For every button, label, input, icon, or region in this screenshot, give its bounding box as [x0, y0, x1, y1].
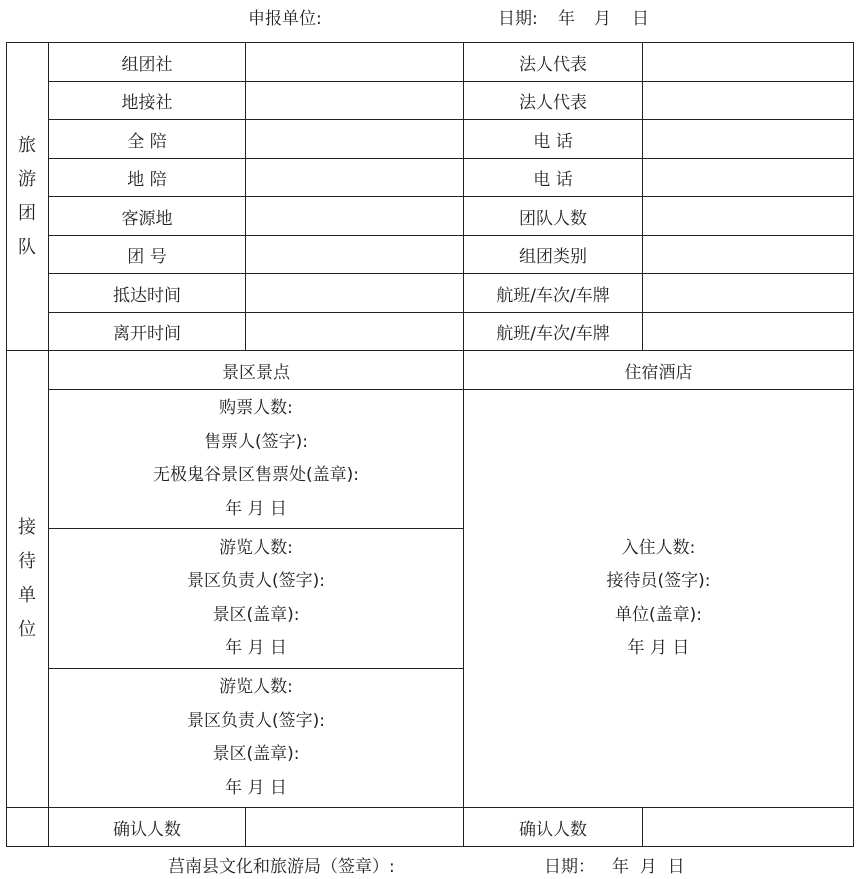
departure-time-field[interactable]: [246, 313, 463, 350]
legal-representative-label: 法人代表: [519, 54, 587, 75]
scenic-spots-header: 景区景点: [222, 362, 290, 383]
group-number-field[interactable]: [246, 236, 463, 273]
legal-representative-field[interactable]: [643, 43, 853, 81]
arrival-transport-label: 航班/车次/车牌: [496, 285, 610, 306]
confirm-count-field-left[interactable]: [246, 808, 463, 846]
authority-seal-label: 莒南县文化和旅游局（签章）:: [168, 857, 395, 877]
departure-time-label: 离开时间: [113, 324, 181, 344]
local-guide-field[interactable]: [246, 159, 463, 196]
arrival-transport-field[interactable]: [643, 274, 853, 312]
local-guide-phone-field[interactable]: [643, 159, 853, 196]
group-number-label: 团 号: [127, 247, 167, 267]
tourist-group-section-label: 旅 游 团 队: [18, 134, 36, 258]
national-guide-phone-label: 电 话: [533, 131, 573, 152]
origin-field[interactable]: [246, 197, 463, 235]
hotel-header: 住宿酒店: [624, 362, 693, 383]
reception-unit-section-label: 接 待 单 位: [18, 517, 36, 640]
departure-transport-label: 航班/车次/车牌: [496, 324, 610, 344]
footer-date-text: 年 月 日: [612, 857, 685, 877]
organizing-agency-label: 组团社: [121, 54, 173, 75]
hotel-checkin-block[interactable]: 入住人数: 接待员(签字): 单位(盖章): 年 月 日: [606, 537, 711, 658]
local-guide-label: 地 陪: [127, 170, 167, 190]
origin-label: 客源地: [121, 208, 173, 229]
confirm-count-label-right: 确认人数: [519, 819, 587, 840]
local-legal-representative-label: 法人代表: [519, 93, 587, 113]
local-agency-label: 地接社: [121, 93, 173, 113]
group-size-field[interactable]: [643, 197, 853, 235]
group-category-label: 组团类别: [519, 247, 587, 267]
national-guide-label: 全 陪: [127, 131, 167, 152]
footer-date-label: 日期：: [544, 857, 595, 877]
local-agency-field[interactable]: [246, 82, 463, 119]
ticket-purchase-block[interactable]: 购票人数: 售票人(签字): 无极鬼谷景区售票处(盖章): 年 月 日: [153, 398, 359, 519]
local-guide-phone-label: 电 话: [533, 170, 573, 190]
arrival-time-field[interactable]: [246, 274, 463, 312]
header-month: 月: [594, 9, 611, 29]
national-guide-phone-field[interactable]: [643, 120, 853, 158]
organizing-agency-field[interactable]: [246, 43, 463, 81]
arrival-time-label: 抵达时间: [113, 285, 181, 306]
confirm-count-field-right[interactable]: [643, 808, 853, 846]
national-guide-field[interactable]: [246, 120, 463, 158]
scenic-visit-block-2[interactable]: 游览人数: 景区负责人(签字): 景区(盖章): 年 月 日: [187, 677, 325, 798]
group-category-field[interactable]: [643, 236, 853, 273]
departure-transport-field[interactable]: [643, 313, 853, 350]
header-day: 日: [632, 9, 649, 29]
scenic-visit-block-1[interactable]: 游览人数: 景区负责人(签字): 景区(盖章): 年 月 日: [187, 537, 325, 658]
confirm-count-label-left: 确认人数: [113, 819, 181, 840]
header-year: 年: [558, 9, 575, 29]
declaring-unit-label: 申报单位:: [248, 9, 322, 29]
local-legal-representative-field[interactable]: [643, 82, 853, 119]
group-size-label: 团队人数: [519, 208, 587, 229]
header-date-label: 日期:: [498, 9, 538, 29]
